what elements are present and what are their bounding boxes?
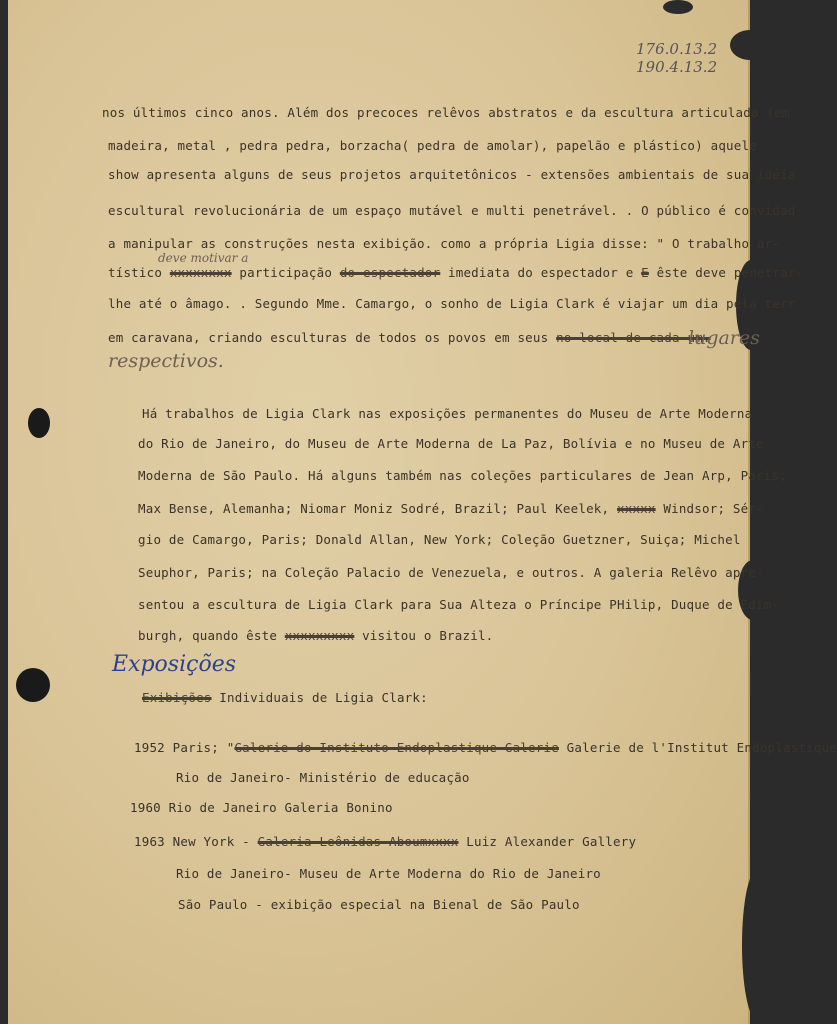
text-line: a manipular as construções nesta exibição. como a própria Ligia disse: " O trabalho ar- (108, 236, 781, 251)
handwritten-insertion: deve motivar a (158, 251, 249, 265)
document-page (8, 0, 837, 1024)
exhibition-item: Rio de Janeiro- Museu de Arte Moderna do Rio de Janeiro (176, 866, 601, 881)
exhibition-item: 1963 New York - Galeria Leônidas Aboumxxxx Luiz Alexander Gallery (134, 834, 637, 849)
struck-text: xxxxx (617, 501, 656, 516)
punch-hole (16, 668, 50, 702)
struck-text: Exibições (142, 690, 212, 705)
struck-text: no local de cada um. (556, 330, 711, 345)
torn-edge (742, 870, 772, 1020)
section-heading: Exibições Individuais de Ligia Clark: (142, 690, 428, 705)
text-line: gio de Camargo, Paris; Donald Allan, New York; Coleção Guetzner, Suiça; Michel (138, 532, 741, 547)
exhibition-item: 1960 Rio de Janeiro Galeria Bonino (130, 800, 393, 815)
exhibition-item: 1952 Paris; "Galerie do Instituto Endoplastique Galerie Galerie de l'Institut Endoplastique (134, 740, 837, 755)
exhibition-item: Rio de Janeiro- Ministério de educação (176, 770, 470, 785)
text-line: escultural revolucionária de um espaço mutável e multi penetrável. . O público é convidad (108, 203, 796, 218)
handwritten-note: respectivos. (108, 350, 224, 372)
handwritten-note: lugares (688, 327, 760, 349)
text-line: Há trabalhos de Ligia Clark nas exposições permanentes do Museu de Arte Moderna (142, 406, 753, 421)
text-line: tístico xxxxxxxx participação do espectador imediata do espectador e E êste deve penetrar- (108, 265, 804, 280)
struck-text: E (641, 265, 649, 280)
archive-number: 190.4.13.2 (636, 58, 718, 76)
text-line: sentou a escultura de Ligia Clark para Sua Alteza o Príncipe PHilip, Duque de Edim- (138, 597, 780, 612)
torn-edge (730, 30, 770, 60)
text-line: nos últimos cinco anos. Além dos precoces relêvos abstratos e da escultura articulada (em (102, 105, 790, 120)
exhibition-item: São Paulo - exibição especial na Bienal de São Paulo (178, 897, 580, 912)
struck-text: Galeria Leônidas Aboumxxxx (257, 834, 459, 849)
handwritten-heading: Exposições (112, 652, 236, 677)
text-line: show apresenta alguns de seus projetos arquitetônicos - extensões ambientais de sua idéia (108, 167, 796, 182)
text-line: do Rio de Janeiro, do Museu de Arte Moderna de La Paz, Bolívia e no Museu de Arte (138, 436, 764, 451)
text-line: Moderna de São Paulo. Há alguns também nas coleções particulares de Jean Arp, Paris; (138, 468, 787, 483)
struck-text: do espectador (339, 265, 441, 280)
struck-text: xxxxxxxxx (284, 628, 355, 643)
torn-edge (663, 0, 693, 14)
text-line: lhe até o âmago. . Segundo Mme. Camargo, o sonho de Ligia Clark é viajar um dia pela terr (108, 296, 796, 311)
text-line: Seuphor, Paris; na Coleção Palacio de Venezuela, e outros. A galeria Relêvo apre- (138, 565, 764, 580)
text-line: madeira, metal , pedra pedra, borzacha( pedra de amolar), papelão e plástico) aquele (108, 138, 757, 153)
text-line: burgh, quando êste xxxxxxxxx visitou o Brazil. (138, 628, 494, 643)
punch-hole (28, 408, 50, 438)
text-line: em caravana, criando esculturas de todos os povos em seus no local de cada um. (108, 330, 711, 345)
archive-number: 176.0.13.2 (636, 40, 718, 58)
text-line: Max Bense, Alemanha; Niomar Moniz Sodré, Brazil; Paul Keelek, xxxxx Windsor; Sér- (138, 501, 764, 516)
struck-text: Galerie do Instituto Endoplastique Galerie (234, 740, 559, 755)
struck-text: xxxxxxxx (169, 265, 232, 280)
